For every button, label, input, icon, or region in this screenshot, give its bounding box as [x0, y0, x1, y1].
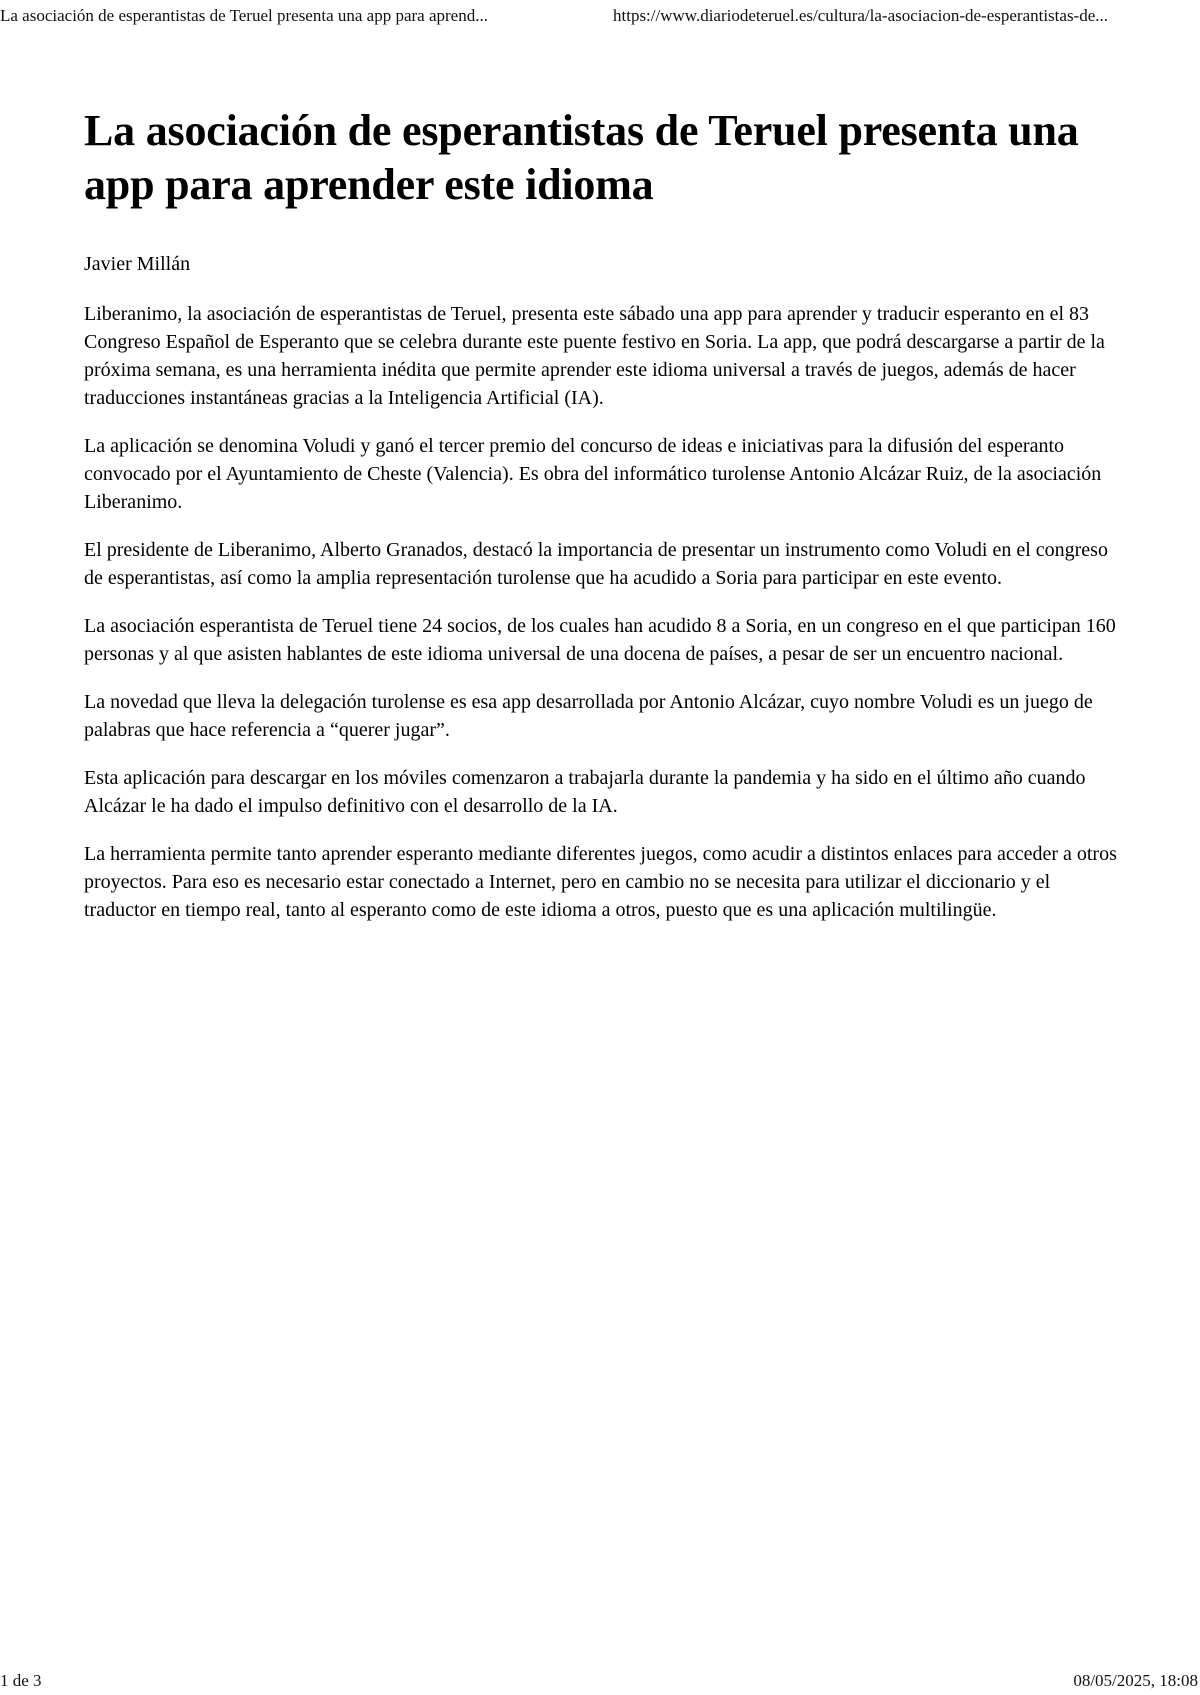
- article-author: Javier Millán: [84, 253, 191, 275]
- article-paragraph: La asociación esperantista de Teruel tiene 24 socios, de los cuales han acudido 8 a Soria, en un congreso en el que participan 160 personas y al que asisten hablantes de este idioma universal de una docena de países, a pesar de ser un encuentro nacional.: [84, 615, 1116, 665]
- article-paragraph: La novedad que lleva la delegación turolense es esa app desarrollada por Antonio Alcázar, cuyo nombre Voludi es un juego de palabras que hace referencia a “querer jugar”.: [84, 691, 1093, 741]
- print-footer: [0, 1670, 1200, 1692]
- article-headline: La asociación de esperantistas de Teruel presenta una app para aprender este idioma: [84, 106, 1079, 209]
- article-paragraph: La herramienta permite tanto aprender esperanto mediante diferentes juegos, como acudir a distintos enlaces para acceder a otros proyectos. Para eso es necesario estar conectado a Internet, pero en cambio no se necesita para utilizar el diccionario y el traductor en tiempo real, tanto al esperanto como de este idioma a otros, puesto que es una aplicación multilingüe.: [84, 843, 1117, 921]
- page-number: 1 de 3: [0, 1671, 42, 1690]
- article-paragraph: Liberanimo, la asociación de esperantistas de Teruel, presenta este sábado una app para aprender y traducir esperanto en el 83 Congreso Español de Esperanto que se celebra durante este puente festivo en Soria. La app, que podrá descargarse a partir de la próxima semana, es una herramienta inédita que permite aprender este idioma universal a través de juegos, además de hacer traducciones instantáneas gracias a la Inteligencia Artificial (IA).: [84, 303, 1105, 409]
- article-paragraph: La aplicación se denomina Voludi y ganó el tercer premio del concurso de ideas e iniciativas para la difusión del esperanto convocado por el Ayuntamiento de Cheste (Valencia). Es obra del informático turolense Antonio Alcázar Ruiz, de la asociación Liberanimo.: [84, 435, 1102, 513]
- print-header-url[interactable]: https://www.diariodeteruel.es/cultura/la-asociacion-de-esperantistas-de...: [613, 6, 1109, 25]
- print-datetime: 08/05/2025, 18:08: [1073, 1671, 1198, 1690]
- article-paragraph: El presidente de Liberanimo, Alberto Granados, destacó la importancia de presentar un instrumento como Voludi en el congreso de esperantistas, así como la amplia representación turolense que ha acudido a Soria para participar en este evento.: [84, 539, 1108, 589]
- print-header: [0, 4, 1200, 28]
- article-paragraph: Esta aplicación para descargar en los móviles comenzaron a trabajarla durante la pandemia y ha sido en el último año cuando Alcázar le ha dado el impulso definitivo con el desarrollo de la IA.: [84, 767, 1086, 817]
- print-header-title: La asociación de esperantistas de Teruel presenta una app para aprend...: [0, 6, 488, 25]
- article: [84, 104, 1122, 924]
